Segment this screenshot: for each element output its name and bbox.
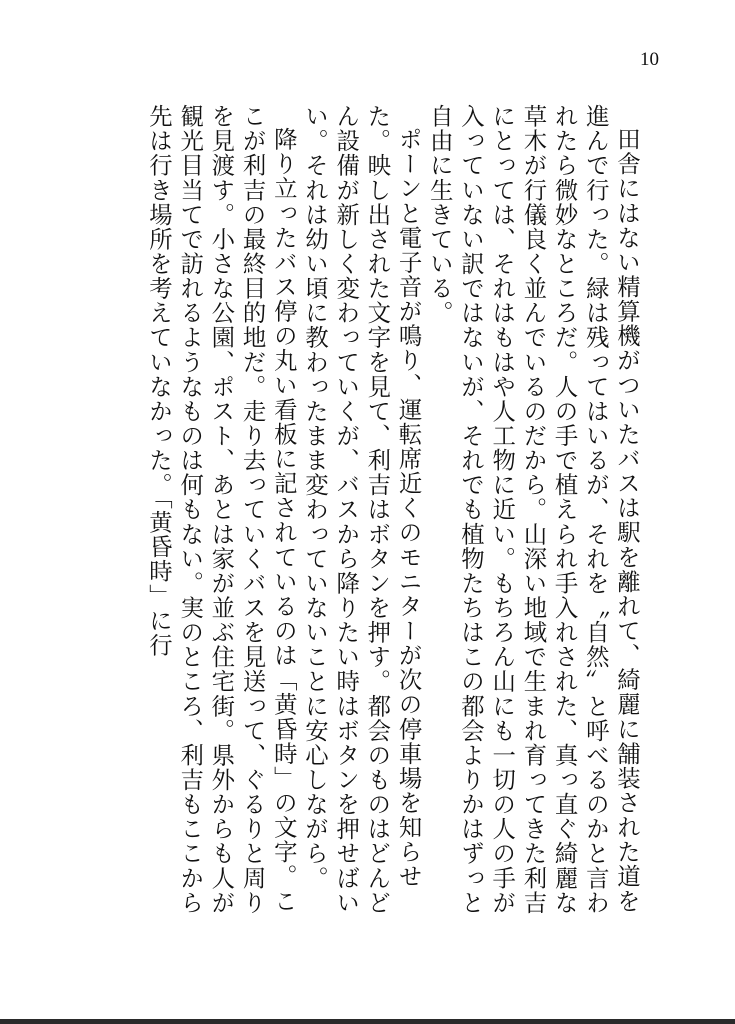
paragraph: 降り立ったバス停の丸い看板に記されているのは「黄昏時」の文字。ここが利吉の最終目的地だ。走り去っていくバスを見送って、ぐるりと周りを見渡す。小さな公園、ポスト、あとは家が並ぶ住宅街。県外からも人が観光目当てで訪れるようなものは何もない。実のところ、利吉もここから先は行き場所を考えていなかった。「黄昏時」に行: [144, 104, 298, 915]
paragraph: ポーンと電子音が鳴り、運転席近くのモニターが次の停車場を知らせた。映し出された文字を見て、利吉はボタンを押す。都会のものはどんどん設備が新しく変わっていくが、バスから降りたい時はボタンを押せばいい。それは幼い頃に教わったまま変わっていないことに安心しながら。: [300, 104, 423, 915]
page-number: 10: [640, 49, 659, 70]
vertical-text-body: [144, 104, 642, 924]
paragraph: 田舎にはない精算機がついたバスは駅を離れて、綺麗に舗装された道を進んで行った。緑は残ってはいるが、それを〝自然〟と呼べるのかと言われたら微妙なところだ。人の手で植えられ手入れされた、真っ直ぐ綺麗な草木が行儀良く並んでいるのだから。山深い地域で生まれ育ってきた利吉にとっては、それはもはや人工物に近い。もちろん山にも一切の人の手が入っていない訳ではないが、それでも植物たちはこの都会よりかはずっと自由に生きている。: [425, 104, 641, 915]
bottom-edge-bar: [0, 1019, 735, 1024]
